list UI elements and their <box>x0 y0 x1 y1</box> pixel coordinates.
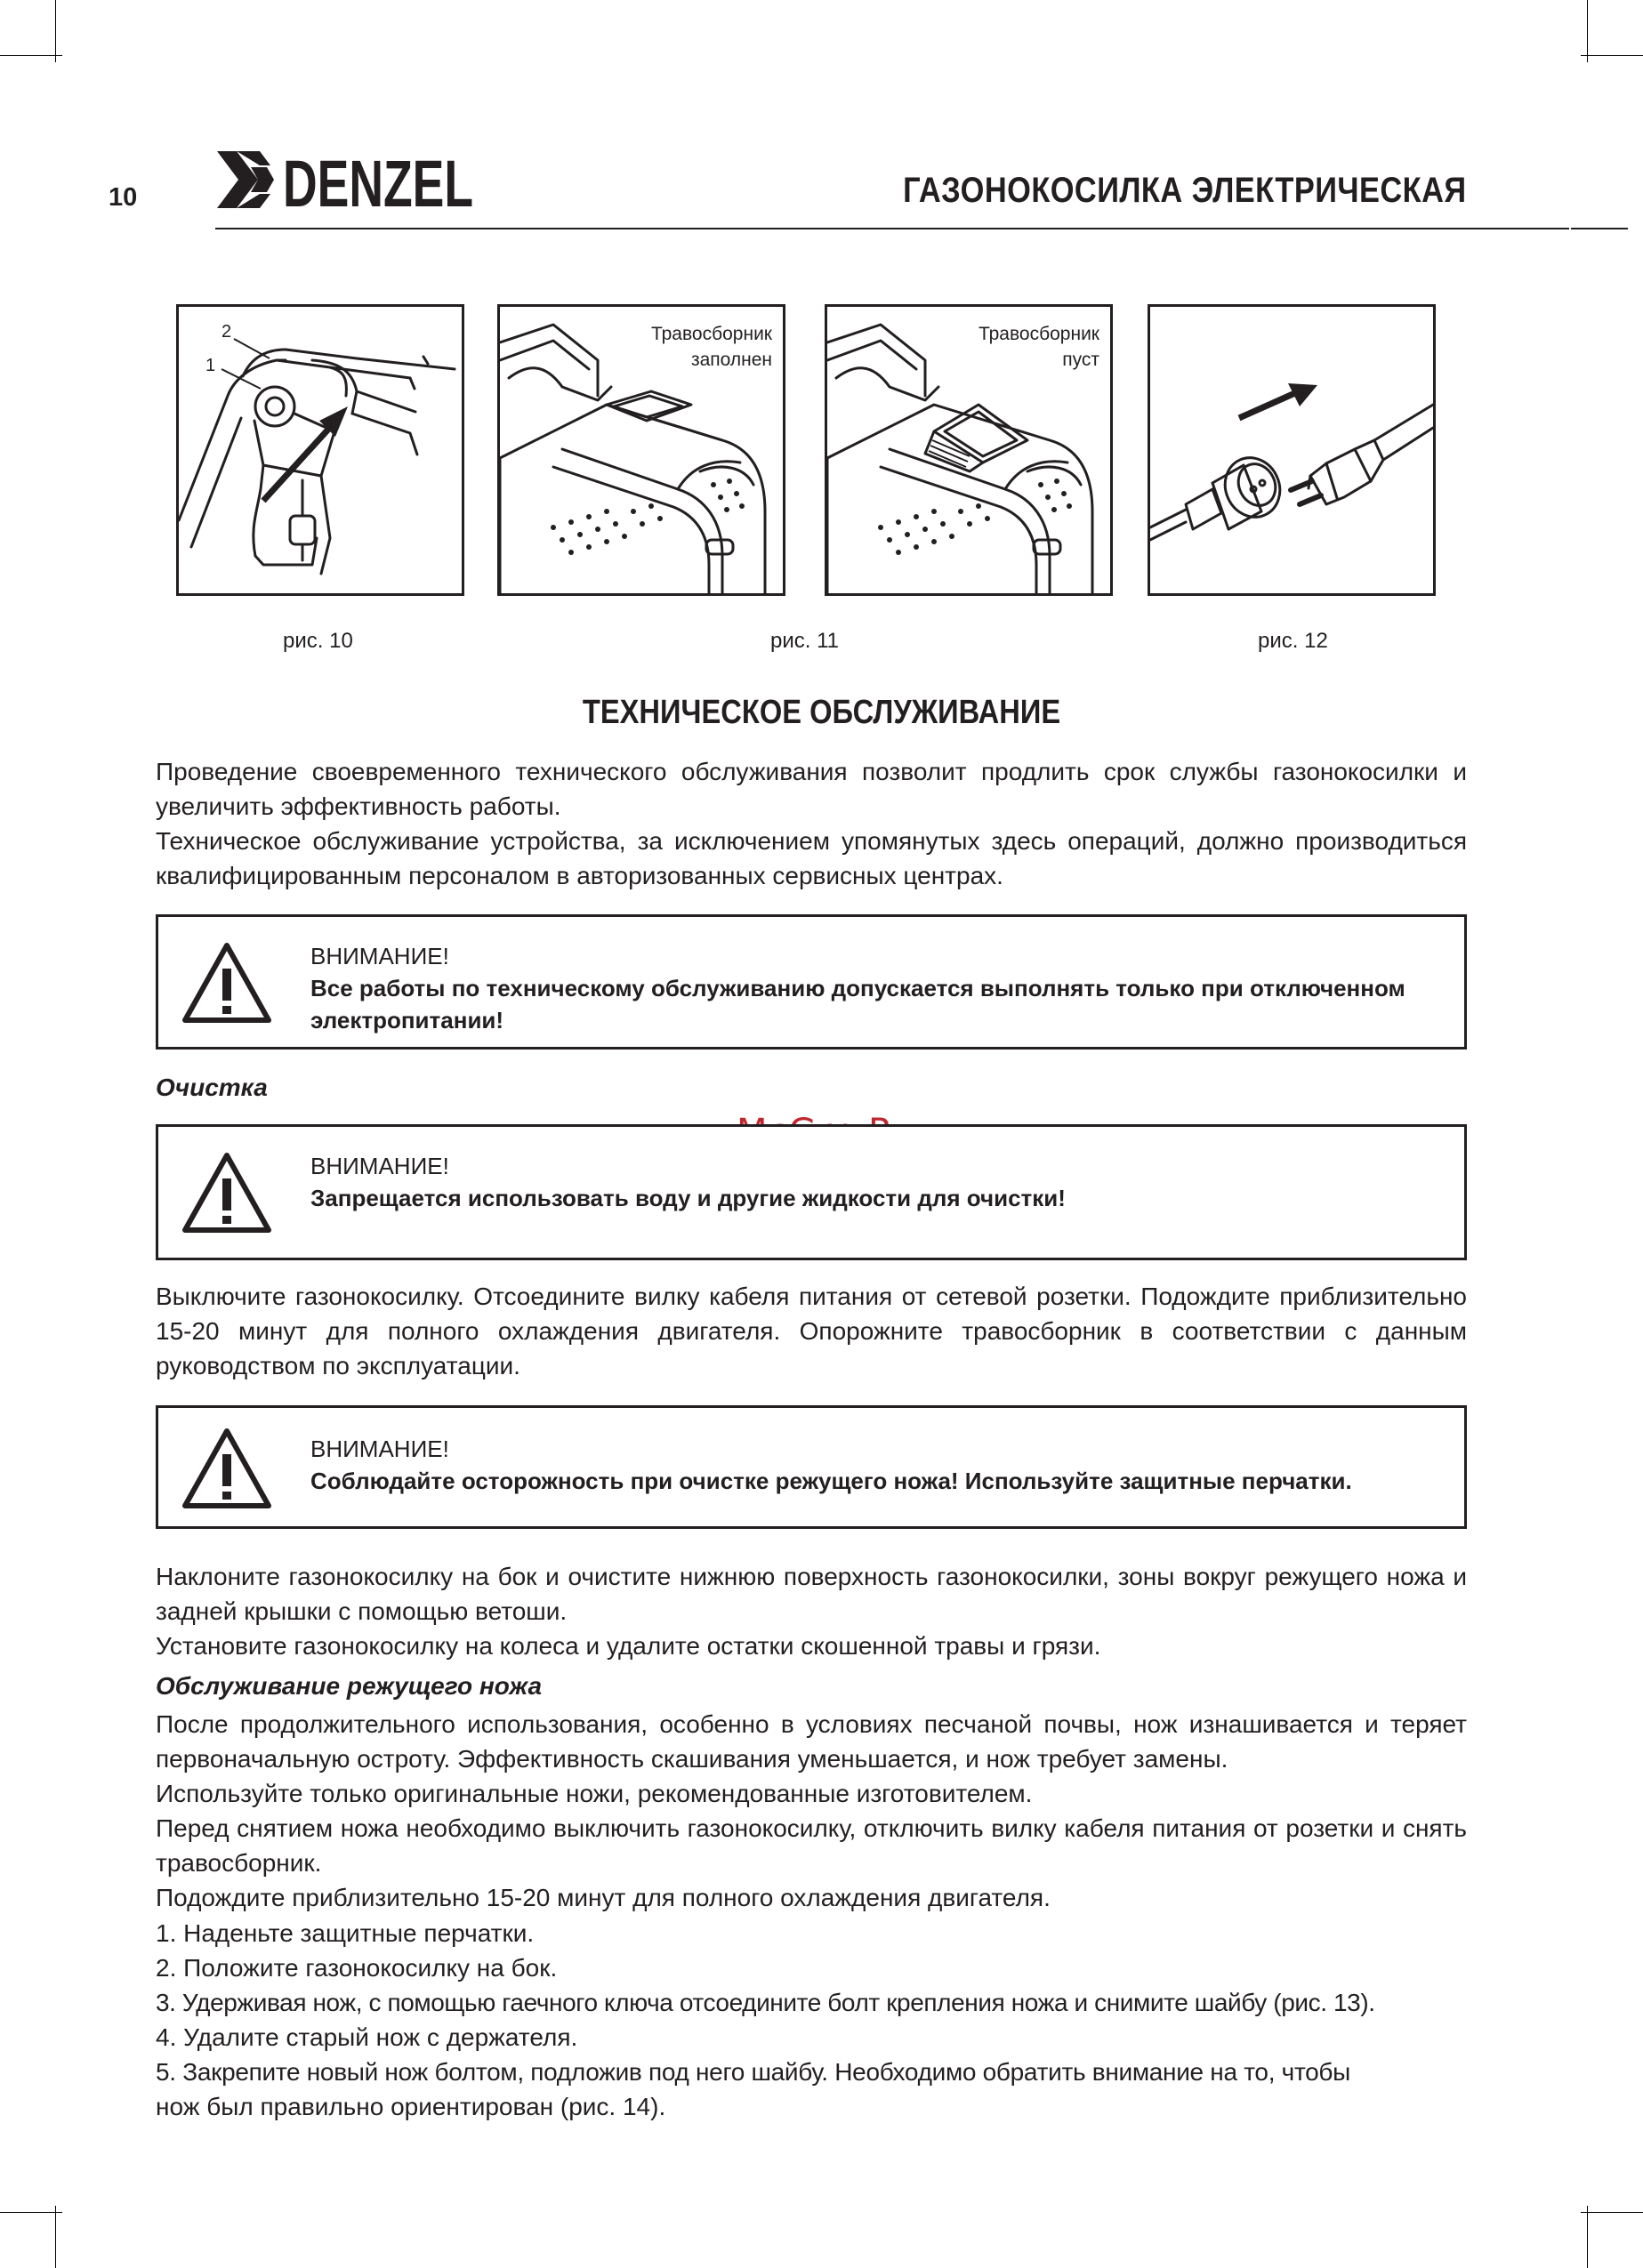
figure-caption: рис. 11 <box>770 629 840 653</box>
list-item: 4. Удалите старый нож с держателя. <box>156 2023 578 2051</box>
warning-box <box>156 1124 1467 1260</box>
section-title: ТЕХНИЧЕСКОЕ ОБСЛУЖИВАНИЕ <box>582 694 1061 731</box>
handle-switch-illustration <box>179 307 462 593</box>
cleaning-text-2 <box>156 1559 1467 1663</box>
figure-caption: рис. 12 <box>1258 629 1328 653</box>
warning-content <box>310 1150 1446 1214</box>
warning-title: ВНИМАНИЕ! <box>310 1436 449 1462</box>
warning-content <box>310 940 1446 1036</box>
steps-list <box>156 1916 1472 2124</box>
list-item: 3. Удерживая нож, с помощью гаечного ключа отсоедините болт крепления ножа и снимите шайбу (рис. 13). <box>156 1989 1375 2016</box>
figure-note-line: пуст <box>1062 350 1099 370</box>
figure-caption: рис. 10 <box>283 629 353 653</box>
figure-note-line: Травосборник <box>650 324 772 344</box>
warning-triangle-icon <box>181 942 272 1024</box>
brand-name: DENZEL <box>283 147 473 221</box>
paragraph: Подождите приблизительно 15-20 минут для полного охлаждения двигателя. <box>156 1884 1051 1911</box>
warning-box <box>156 1405 1467 1529</box>
warning-content <box>310 1433 1446 1497</box>
figure-10 <box>176 304 464 596</box>
crop-mark <box>1587 0 1588 62</box>
list-item: 1. Наденьте защитные перчатки. <box>156 1919 535 1947</box>
crop-mark <box>1587 2206 1588 2268</box>
paragraph: Используйте только оригинальные ножи, рекомендованные изготовителем. <box>156 1780 1033 1807</box>
brand-emblem-icon <box>215 144 482 221</box>
crop-mark <box>0 2212 62 2213</box>
crop-mark <box>1581 2212 1643 2213</box>
warning-message: Все работы по техническому обслуживанию допускается выполнять только при отключенном электропитании! <box>310 975 1405 1033</box>
blade-text <box>156 1707 1467 1915</box>
callout-2: 2 <box>221 322 232 342</box>
figure-11-empty <box>825 304 1113 596</box>
brand-logo <box>215 144 482 221</box>
list-item: 5. Закрепите новый нож болтом, подложив под него шайбу. Необходимо обратить внимание на то, чтобы <box>156 2058 1350 2086</box>
list-item: 2. Положите газонокосилку на бок. <box>156 1954 558 1982</box>
crop-mark <box>55 2206 56 2268</box>
figure-note-line: Травосборник <box>978 324 1099 344</box>
subsection-heading: Обслуживание режущего ножа <box>156 1672 543 1700</box>
warning-title: ВНИМАНИЕ! <box>310 1153 449 1179</box>
warning-message: Запрещается использовать воду и другие жидкости для очистки! <box>310 1185 1066 1211</box>
warning-box <box>156 914 1467 1050</box>
list-item: нож был правильно ориентирован (рис. 14). <box>156 2093 666 2120</box>
paragraph: После продолжительного использования, особенно в условиях песчаной почвы, нож изнашивается и теряет первоначальную остроту. Эффективность скашивания уменьшается, и нож требует замены. <box>156 1710 1467 1773</box>
cleaning-text <box>156 1279 1467 1383</box>
header-divider <box>1571 228 1628 229</box>
document-title: ГАЗОНОКОСИЛКА ЭЛЕКТРИЧЕСКАЯ <box>903 171 1467 210</box>
figure-note-line: заполнен <box>690 350 772 370</box>
crop-mark <box>55 0 56 62</box>
figure-11-full <box>497 304 785 596</box>
figure-note <box>979 321 1099 373</box>
callout-1: 1 <box>205 356 216 375</box>
intro-text <box>156 754 1467 893</box>
paragraph: Установите газонокосилку на колеса и удалите остатки скошенной травы и грязи. <box>156 1632 1101 1660</box>
paragraph: Перед снятием ножа необходимо выключить газонокосилку, отключить вилку кабеля питания от розетки и снять травосборник. <box>156 1814 1467 1877</box>
paragraph: Техническое обслуживание устройства, за исключением упомянутых здесь операций, должно производиться квалифицированным персоналом в авторизованных сервисных центрах. <box>156 827 1467 889</box>
figure-note <box>651 321 772 373</box>
page-number: 10 <box>109 183 138 212</box>
warning-triangle-icon <box>181 1152 272 1234</box>
header-divider <box>215 228 1569 229</box>
paragraph: Проведение своевременного технического обслуживания позволит продлить срок службы газонокосилки и увеличить эффективность работы. <box>156 758 1467 820</box>
crop-mark <box>0 55 62 56</box>
subsection-heading: Очистка <box>156 1074 268 1101</box>
warning-triangle-icon <box>181 1428 272 1509</box>
warning-title: ВНИМАНИЕ! <box>310 943 449 969</box>
figure-12 <box>1148 304 1436 596</box>
plug-socket-illustration <box>1150 307 1433 593</box>
crop-mark <box>1581 55 1643 56</box>
paragraph: Выключите газонокосилку. Отсоедините вилку кабеля питания от сетевой розетки. Подождите приблизительно 15-20 минут для полного охлаждения двигателя. Опорожните травосборник в соответствии с данным руководством по эксплуатации. <box>156 1283 1467 1379</box>
paragraph: Наклоните газонокосилку на бок и очистите нижнюю поверхность газонокосилки, зоны вокруг режущего ножа и задней крышки с помощью ветоши. <box>156 1563 1467 1625</box>
warning-message: Соблюдайте осторожность при очистке режущего ножа! Используйте защитные перчатки. <box>310 1468 1352 1494</box>
